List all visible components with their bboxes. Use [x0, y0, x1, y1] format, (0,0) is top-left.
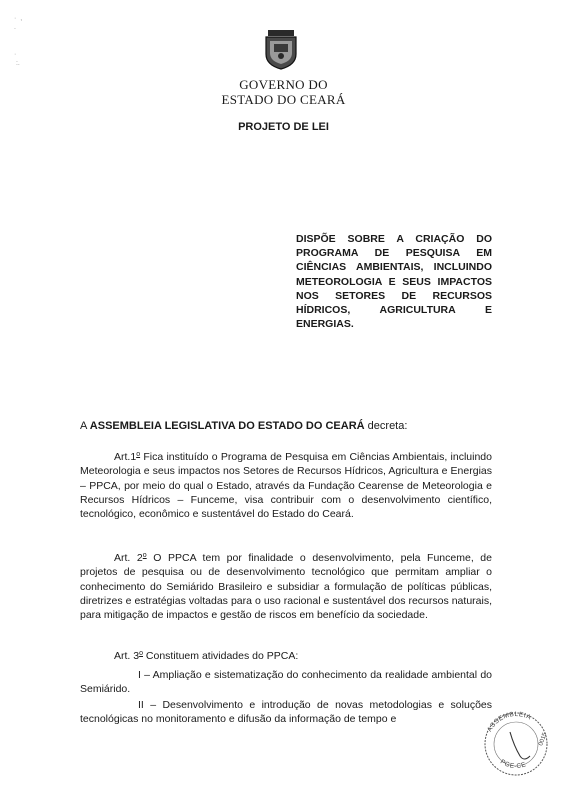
- stamp-bottom-text: PGE-CE: [498, 758, 528, 771]
- government-title-line1: GOVERNO DO: [239, 77, 328, 92]
- enacting-clause: A ASSEMBLEIA LEGISLATIVA DO ESTADO DO CEARÁ decreta:: [80, 420, 408, 432]
- svg-text:ASSEMBLEIA: [486, 711, 532, 733]
- stamp-top-text: ASSEMBLEIA: [486, 710, 533, 734]
- item-1: I – Ampliação e sistematização do conhecimento da realidade ambiental do Semiárido.: [80, 669, 492, 696]
- item-2: II – Desenvolvimento e introdução de novas metodologias e soluções tecnológicas no monitoramento e difusão da informação de tempo e: [80, 699, 492, 726]
- svg-text:PGE-CE: [499, 758, 527, 770]
- government-title-line2: ESTADO DO CEARÁ: [221, 92, 346, 107]
- state-crest-icon: [264, 30, 298, 70]
- article-3: Art. 3$^o$ Constituem atividades do PPCA:: [114, 650, 299, 662]
- article-2: Art. 2$^o$ O PPCA tem por finalidade o desenvolvimento, pela Funceme, de projetos de pesquisa ou de desenvolvimento tecnológico que permitam ampliar o conhecimento do Semiárido Brasileiro e subsidiar a formulação de políticas públicas, diretrizes e estratégias voltadas para o uso racional e sustentável dos recursos naturais, para mitigação de impactos e gestão de riscos em benefício da sociedade.: [80, 552, 492, 622]
- bill-summary: DISPÕE SOBRE A CRIAÇÃO DO PROGRAMA DE PESQUISA EM CIÊNCIAS AMBIENTAIS, INCLUINDO METEOROLOGIA E SEUS IMPACTOS NOS SETORES DE RECURSOS HÍDRICOS, AGRICULTURA E ENERGIAS.: [296, 233, 492, 331]
- article-1: Art.1$^o$ Fica instituído o Programa de Pesquisa em Ciências Ambientais, incluindo Meteorologia e seus impactos nos Setores de Recursos Hídricos, Agricultura e Energias – PPCA, por meio do qual o Estado, através da Fundação Cearense de Meteorologia e Recursos Hídricos – Funceme, visa contribuir com o desenvolvimento científico, tecnológico, econômico e sustentável do Estado do Ceará.: [80, 451, 492, 521]
- scan-specks: · , . · :.: [14, 15, 23, 67]
- stamp-side-text: 0015: [538, 732, 549, 747]
- signature-mark: [510, 732, 530, 759]
- protocol-stamp: [478, 706, 554, 778]
- document-type-heading: PROJETO DE LEI: [238, 121, 329, 133]
